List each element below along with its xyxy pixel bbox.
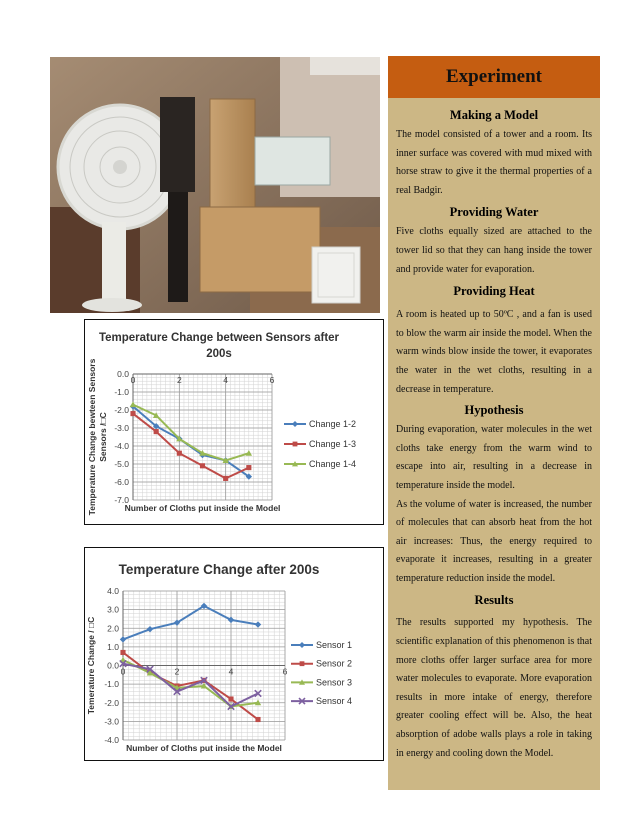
section-heading: Making a Model xyxy=(449,108,539,122)
section-paragraph: The results supported my hypothesis. The scientific explanation of this phenomenon is that more cloths offer larger surface area for more water molecules to evaporate. More evaporation results in more intake of energy, therefore greater cooling effect will be. Also, the heat absorption of adobe walls plays a role in taking in energy and cooling down the Model. xyxy=(396,617,592,759)
chart-2-x-tick-label: 0 xyxy=(120,666,126,677)
sidebar-header xyxy=(388,56,600,98)
chart-2-y-tick-label: -1.0 xyxy=(104,679,119,690)
chart-1-series-1-line xyxy=(133,406,249,476)
chart-2-y-tick-label: -2.0 xyxy=(104,697,119,708)
chart-2-y-tick-label: 2.0 xyxy=(107,623,119,634)
experiment-setup-photo xyxy=(50,57,380,313)
chart-1-y-axis-label: Temperature Change bewteen Sensors xyxy=(87,358,97,516)
section-providing-heat xyxy=(396,283,592,399)
chart-1-legend-label: Change 1-3 xyxy=(309,439,357,449)
chart-1-x-tick-label: 2 xyxy=(176,375,182,385)
section-paragraph: Five cloths equally sized are attached to the tower lid so that they can hang inside the tower and provide water for evaporation. xyxy=(396,226,592,275)
section-results xyxy=(396,592,592,763)
chart-2-legend-marker xyxy=(300,661,305,666)
chart-2-y-axis-label: Temerature Change / □C xyxy=(86,616,96,715)
chart-1-y-tick-label: 0.0 xyxy=(117,369,129,379)
section-hypothesis xyxy=(396,402,592,588)
section-paragraph: As the volume of water is increased, the number of molecules that can absorb heat from the hot air increases: Thus, the energy required to evaporate it increases, resulting in a greater temperature reduction inside the model. xyxy=(396,498,592,584)
chart-1-series-2-point xyxy=(246,465,251,470)
chart-2-legend-label: Sensor 3 xyxy=(316,677,353,688)
chart-2-legend-label: Sensor 4 xyxy=(316,696,353,707)
chart-2-legend-label: Sensor 1 xyxy=(316,640,353,650)
chart-1-x-tick-label: 6 xyxy=(269,375,275,385)
chart-2-x-axis-label: Number of Cloths put inside the Model xyxy=(126,743,282,753)
chart-2-series-2-point xyxy=(120,650,125,655)
chart-2-series-1-line xyxy=(123,606,258,640)
chart-2-series-1-point xyxy=(255,621,261,627)
sidebar-body xyxy=(396,107,592,763)
chart-2-y-tick-label: -3.0 xyxy=(104,716,119,727)
experiment-sidebar xyxy=(388,56,600,790)
chart-1-legend-marker xyxy=(293,442,298,447)
chart-2-series-1-point xyxy=(147,626,153,632)
chart-1-series-2-point xyxy=(177,451,182,456)
chart-1-y-tick-label: -3.0 xyxy=(114,423,129,433)
chart-2-y-tick-label: 4.0 xyxy=(107,586,119,596)
chart-2-series-2-point xyxy=(228,696,233,701)
chart-1-series-2-point xyxy=(223,476,228,481)
section-paragraph: A room is heated up to 50ºC , and a fan is used to blow the warm air inside the model. When the warm winds blow inside the tower, it evaporates the water in the wet cloths, resulting in a decrease in temperature. xyxy=(396,309,592,395)
section-heading: Hypothesis xyxy=(464,403,524,418)
chart-2-y-tick-label: 0.0 xyxy=(107,660,119,671)
chart-1-legend-label: Change 1-4 xyxy=(309,459,357,469)
chart-1-y-tick-label: -2.0 xyxy=(114,405,129,415)
chart-2-legend-label: Sensor 2 xyxy=(316,658,353,669)
chart-1-y-tick-label: -7.0 xyxy=(114,495,129,505)
chart-2-svg xyxy=(85,548,383,760)
chart-1-x-axis-label: Number of Cloths put inside the Model xyxy=(124,503,281,513)
chart-2-legend-marker xyxy=(299,642,305,648)
chart-2-y-tick-label: 3.0 xyxy=(107,604,119,615)
section-paragraph: During evaporation, water molecules in the wet cloths take energy from the warm wind to escape into air, resulting in a decrease in temperature inside the model. xyxy=(396,424,592,491)
chart-1-svg xyxy=(85,320,383,524)
chart-2-series-2-point xyxy=(255,717,260,722)
section-heading: Results xyxy=(474,593,514,608)
sidebar-title: Experiment xyxy=(445,66,543,87)
chart-1-y-tick-label: -1.0 xyxy=(114,387,129,397)
chart-2-y-tick-label: -4.0 xyxy=(104,735,119,745)
chart-1-title-line2: 200s xyxy=(206,348,232,360)
chart-1-y-tick-label: -5.0 xyxy=(114,459,129,469)
chart-1-y-tick-label: -6.0 xyxy=(114,477,129,487)
chart-2-series-1-point xyxy=(120,636,126,642)
chart-2-title: Temperature Change after 200s xyxy=(118,562,320,577)
chart-2-x-tick-label: 4 xyxy=(228,666,234,677)
section-paragraph: The model consisted of a tower and a room. Its inner surface was covered with mud mixed with horse straw to give it the thermal properties of a real Badgir. xyxy=(396,129,592,196)
chart-temperature-change-between-sensors xyxy=(84,319,384,525)
chart-1-title-line1: Temperature Change between Sensors after xyxy=(98,332,340,344)
chart-2-x-tick-label: 6 xyxy=(282,666,288,677)
section-making-a-model xyxy=(396,107,592,200)
chart-1-series-2-point xyxy=(130,411,135,416)
chart-2-x-tick-label: 2 xyxy=(174,666,180,677)
chart-temperature-change-after-200s xyxy=(84,547,384,761)
chart-1-series-3-point xyxy=(130,401,136,407)
section-providing-water xyxy=(396,204,592,279)
chart-1-series-2-point xyxy=(154,429,159,434)
chart-1-legend-marker xyxy=(292,421,298,427)
section-heading: Providing Water xyxy=(449,205,539,220)
chart-1-y-axis-label: Sensors /□C xyxy=(98,412,108,462)
chart-2-y-tick-label: 1.0 xyxy=(107,641,119,652)
chart-1-y-tick-label: -4.0 xyxy=(114,441,129,451)
chart-1-x-tick-label: 0 xyxy=(130,375,136,385)
chart-1-x-tick-label: 4 xyxy=(223,375,229,385)
chart-1-legend-label: Change 1-2 xyxy=(309,419,357,429)
chart-1-series-2-point xyxy=(200,463,205,468)
chart-1-series-3-line xyxy=(133,405,249,461)
section-heading: Providing Heat xyxy=(453,284,535,299)
